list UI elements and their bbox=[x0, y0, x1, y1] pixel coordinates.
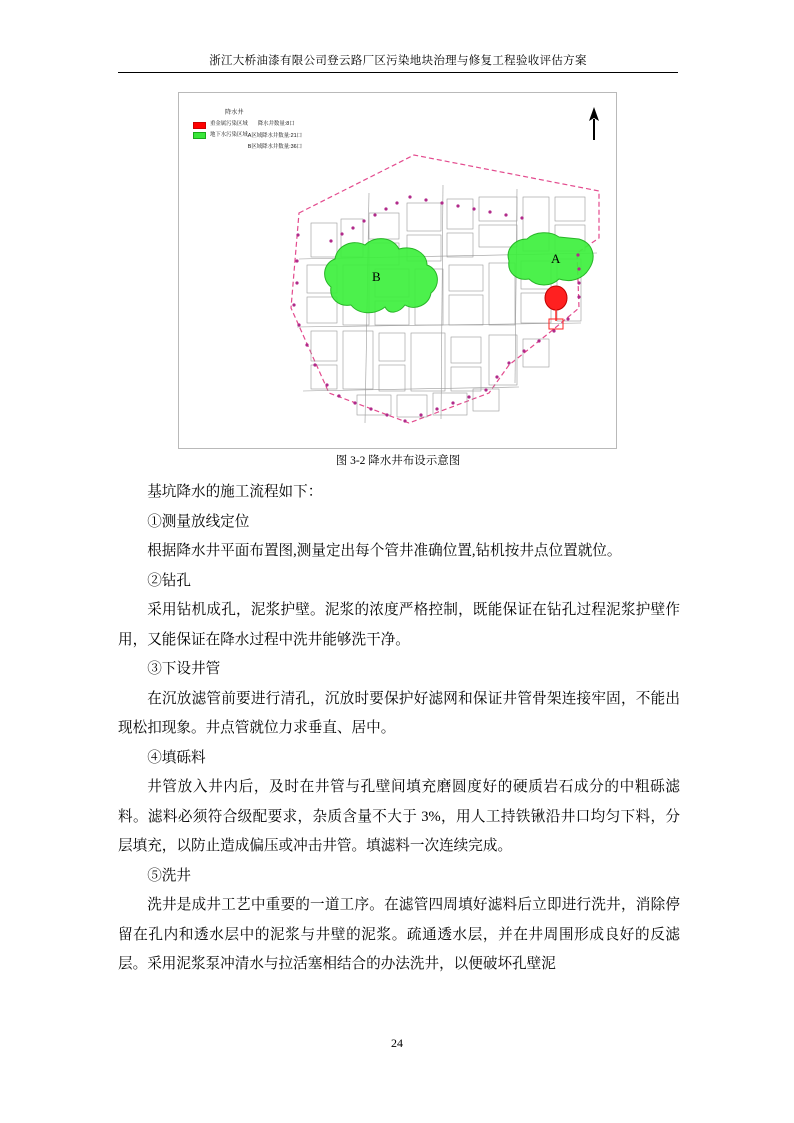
area-label-a: A bbox=[551, 251, 561, 266]
legend-row-heavy-metal bbox=[193, 121, 302, 128]
heavy-metal-area bbox=[545, 286, 567, 329]
legend-count-area-a: A区域降水井数量:21口 bbox=[247, 132, 302, 139]
legend-count-area-b: B区域降水井数量:36口 bbox=[247, 143, 302, 150]
area-label-b: B bbox=[372, 269, 381, 284]
page-header: 浙江大桥油漆有限公司登云路厂区污染地块治理与修复工程验收评估方案 bbox=[209, 55, 587, 67]
paragraph-step4-body: 井管放入井内后，及时在井管与孔壁间填充磨圆度好的硬质岩石成分的中粗砾滤料。滤料必须符合级配要求，杂质含量不大于 3%，用人工持铁锹沿井口均匀下料，分层填充，以防止造成偏压或冲击井管。填滤料一次连续完成。 bbox=[118, 779, 680, 854]
legend-label-groundwater: 地下水污染区域 bbox=[210, 132, 248, 139]
paragraph-step2-body: 采用钻机成孔，泥浆护壁。泥浆的浓度严格控制，既能保证在钻孔过程泥浆护壁作用，又能保证在降水过程中洗井能够洗干净。 bbox=[118, 602, 680, 648]
legend-swatch-green bbox=[193, 132, 206, 139]
legend-swatch-red bbox=[193, 122, 206, 129]
paragraph-step4-title: ④填砾料 bbox=[147, 749, 206, 766]
legend-label-heavy-metal: 重金属污染区域 bbox=[210, 121, 248, 128]
north-arrow-icon bbox=[586, 107, 602, 146]
paragraph-step1-title: ①测量放线定位 bbox=[147, 513, 250, 530]
figure-map-container bbox=[178, 92, 617, 449]
header-divider bbox=[118, 72, 678, 73]
legend-title: 降水井 bbox=[225, 109, 244, 116]
legend-row-area-b bbox=[193, 143, 302, 151]
paragraph-step5-title: ⑤洗井 bbox=[147, 867, 191, 884]
paragraph-step3-title: ③下设井管 bbox=[147, 661, 221, 677]
paragraph-step2-title: ②钻孔 bbox=[147, 572, 191, 589]
map-legend bbox=[193, 109, 302, 154]
paragraph-step3-body: 在沉放滤管前要进行清孔，沉放时要保护好滤网和保证井管骨架连接牢固，不能出现松扣现象。井点管就位力求垂直、居中。 bbox=[118, 690, 680, 736]
document-body bbox=[118, 478, 680, 980]
legend-count-wells: 降水井数量:8口 bbox=[257, 121, 295, 128]
paragraph-step1-body: 根据降水井平面布置图,测量定出每个管井准确位置,钻机按井点位置就位。 bbox=[147, 543, 622, 559]
paragraph-intro: 基坑降水的施工流程如下： bbox=[147, 484, 323, 500]
page-number: 24 bbox=[391, 1036, 403, 1050]
figure-caption: 图 3-2 降水井布设示意图 bbox=[335, 455, 461, 467]
legend-row-groundwater bbox=[193, 132, 302, 140]
paragraph-step5-body: 洗井是成井工艺中重要的一道工序。在滤管四周填好滤料后立即进行洗井，消除停留在孔内和透水层中的泥浆与井壁的泥浆。疏通透水层，并在井周围形成良好的反滤层。采用泥浆泵冲清水与拉活塞相结合的办法洗井，以便破坏孔壁泥 bbox=[118, 897, 680, 972]
area-b-polygon bbox=[325, 239, 438, 313]
